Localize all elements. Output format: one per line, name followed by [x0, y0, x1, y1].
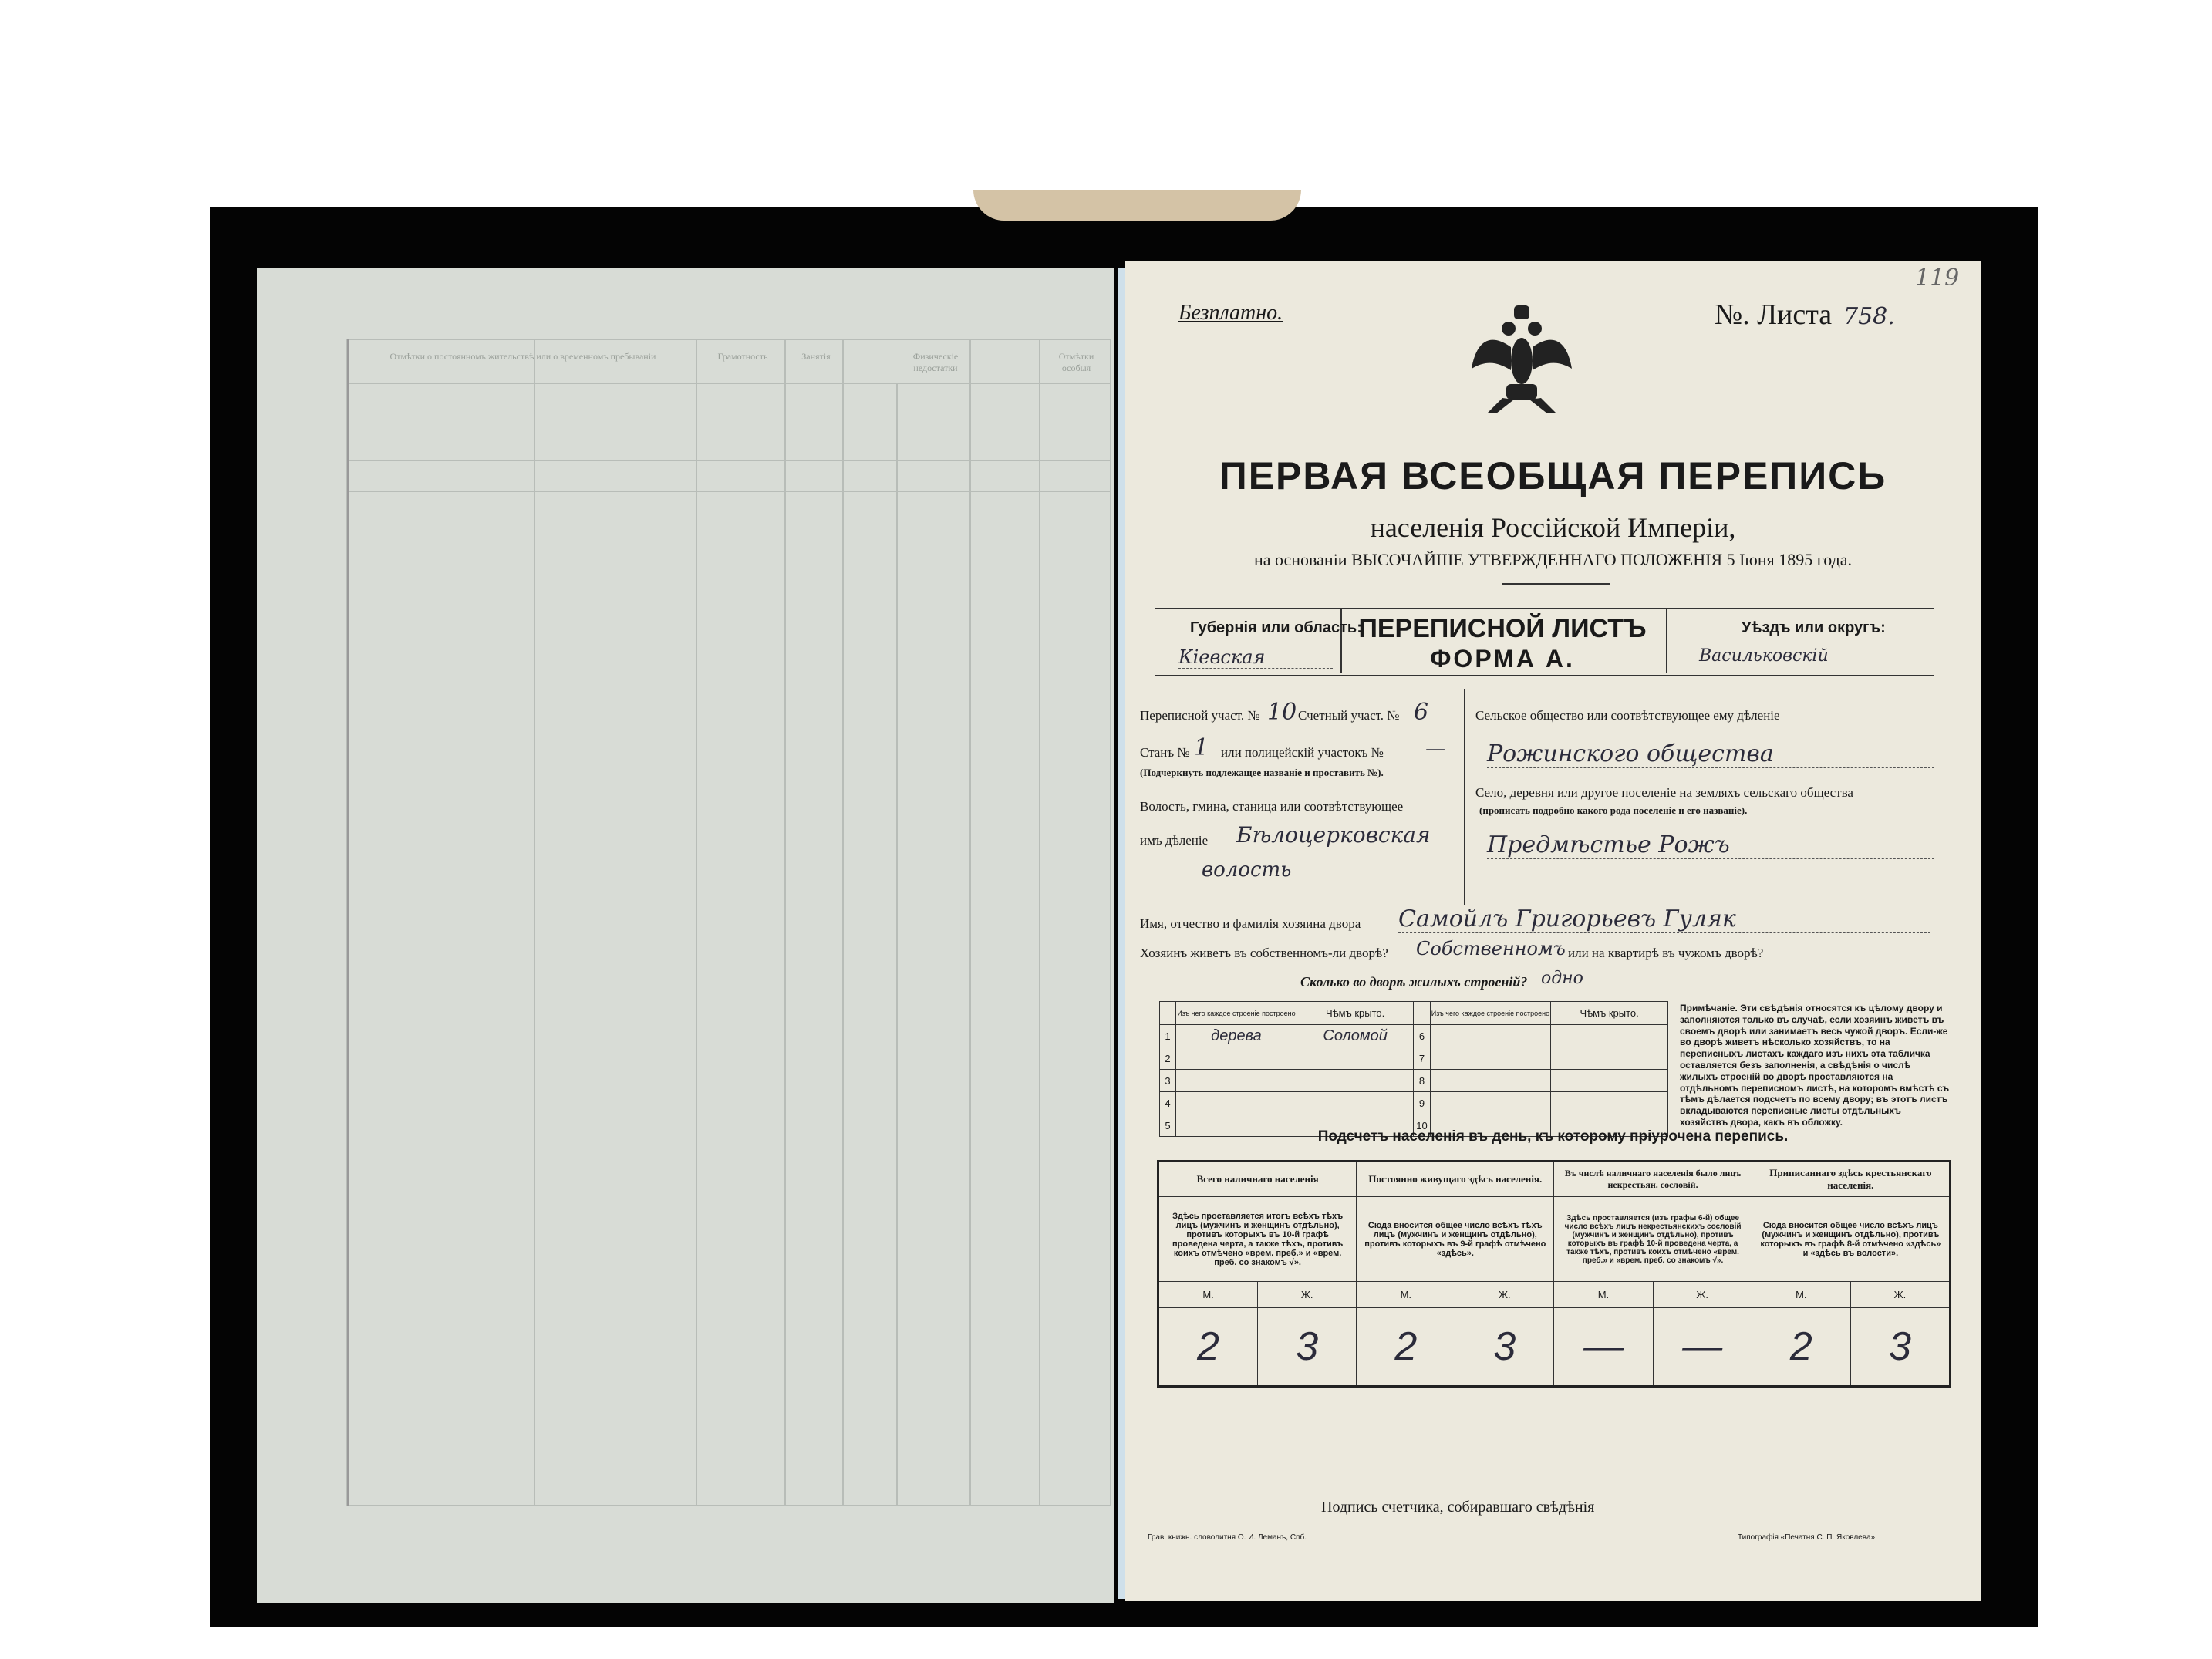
- tally-sex-header: Ж.: [1653, 1282, 1752, 1308]
- tally-sex-header: М.: [1357, 1282, 1455, 1308]
- buildings-label: Сколько во дворѣ жилыхъ строеній?: [1300, 974, 1528, 990]
- residence-label-2: или на квартирѣ въ чужомъ дворѣ?: [1568, 946, 1764, 960]
- police-label: или полицейскій участокъ №: [1221, 745, 1384, 760]
- district-value: Васильковскій: [1699, 646, 1930, 666]
- row-number: 1: [1160, 1025, 1176, 1047]
- building-roof: [1551, 1070, 1668, 1092]
- row-num-head-2: [1414, 1002, 1430, 1025]
- building-material: [1176, 1070, 1297, 1092]
- tally-sex-header: М.: [1752, 1282, 1850, 1308]
- volost-label: Волость, гмина, станица или соотвѣтствующее: [1140, 799, 1404, 814]
- printer-left: Грав. книжн. словолитня О. И. Леманъ, Спб.: [1148, 1533, 1307, 1542]
- tally-head-registered: Приписаннаго здѣсь крестьянскаго населенія.: [1752, 1162, 1950, 1197]
- province-label: Губернія или область:: [1190, 619, 1362, 636]
- tally-value: 2: [1158, 1308, 1258, 1387]
- left-header-col-2: Грамотность: [717, 351, 768, 362]
- stan-label: Станъ №: [1140, 745, 1190, 760]
- row-num-head: [1160, 1002, 1176, 1025]
- stan-value: 1: [1194, 734, 1209, 761]
- building-roof: [1297, 1070, 1414, 1092]
- census-title: ПЕРВАЯ ВСЕОБЩАЯ ПЕРЕПИСЬ: [1219, 454, 1887, 497]
- left-header-col-3: Занятія: [801, 351, 831, 362]
- tally-value: —: [1653, 1308, 1752, 1387]
- residence-value: Собственномъ: [1416, 938, 1566, 959]
- building-material: [1430, 1047, 1551, 1070]
- building-row: [1160, 1047, 1668, 1070]
- building-material: [1430, 1025, 1551, 1047]
- residence-label: Хозяинъ живетъ въ собственномъ-ли дворѣ?: [1140, 946, 1388, 960]
- row-number: 6: [1414, 1025, 1430, 1047]
- folder-tab: [973, 190, 1301, 221]
- ornament-divider: [1502, 583, 1610, 585]
- police-value: —: [1425, 737, 1445, 760]
- signature-label: Подпись счетчика, собиравшаго свѣдѣнія: [1321, 1499, 1595, 1516]
- tally-value: 3: [1455, 1308, 1554, 1387]
- building-material: [1430, 1070, 1551, 1092]
- village-label: Село, деревня или другое поселеніе на земляхъ сельскаго общества: [1475, 785, 1853, 800]
- row-number: 5: [1160, 1114, 1176, 1137]
- roof-header-1: Чѣмъ крыто.: [1297, 1002, 1414, 1025]
- tally-table: [1157, 1160, 1951, 1388]
- tally-value: 3: [1258, 1308, 1357, 1387]
- free-label: Безплатно.: [1178, 301, 1283, 325]
- owner-label: Имя, отчество и фамилія хозяина двора: [1140, 916, 1361, 931]
- row-number: 9: [1414, 1092, 1430, 1114]
- sheet-number-label: №. Листа: [1715, 298, 1833, 331]
- district-label: Уѣздъ или округъ:: [1742, 619, 1886, 636]
- double-headed-eagle-emblem: [1472, 299, 1572, 415]
- building-material: дерева: [1176, 1025, 1297, 1047]
- row-number: 4: [1160, 1092, 1176, 1114]
- left-page-margin-line: [347, 339, 1113, 1506]
- tally-sex-header: Ж.: [1258, 1282, 1357, 1308]
- sheet-title: ПЕРЕПИСНОЙ ЛИСТЪ: [1358, 614, 1647, 643]
- tally-head-total: Всего наличнаго населенія: [1158, 1162, 1357, 1197]
- building-row: [1160, 1070, 1668, 1092]
- census-section-label: Переписной участ. №: [1140, 708, 1260, 723]
- owner-value: Самойлъ Григорьевъ Гуляк: [1398, 905, 1930, 933]
- row-number: 8: [1414, 1070, 1430, 1092]
- printer-right: Типографія «Печатня С. П. Яковлева»: [1738, 1533, 1876, 1542]
- form-label: ФОРМА А.: [1430, 645, 1575, 673]
- row-number: 7: [1414, 1047, 1430, 1070]
- row-number: 2: [1160, 1047, 1176, 1070]
- buildings-table: [1159, 1001, 1668, 1137]
- building-material: [1176, 1092, 1297, 1114]
- sheet-number-value: 758.: [1843, 303, 1895, 330]
- volost-value-2: волость: [1202, 858, 1418, 882]
- tally-head-resident: Постоянно живущаго здѣсь населенія.: [1357, 1162, 1554, 1197]
- census-basis: на основаніи ВЫСОЧАЙШЕ УТВЕРЖДЕННАГО ПОЛОЖЕНІЯ 5 Іюня 1895 года.: [1253, 550, 1853, 569]
- material-header-1: Изъ чего каждое строеніе построено: [1176, 1002, 1297, 1025]
- community-value: Рожинского общества: [1487, 740, 1934, 768]
- building-roof: [1297, 1092, 1414, 1114]
- building-roof: [1551, 1047, 1668, 1070]
- volost-value: Бѣлоцерковская: [1236, 822, 1452, 848]
- building-roof: [1551, 1025, 1668, 1047]
- village-value: Предмѣстье Рожъ: [1487, 831, 1934, 859]
- province-value: Кіевская: [1178, 646, 1333, 669]
- tally-sex-header: Ж.: [1850, 1282, 1950, 1308]
- tally-sex-header: Ж.: [1455, 1282, 1554, 1308]
- building-row: [1160, 1092, 1668, 1114]
- material-header-2: Изъ чего каждое строеніе построено: [1430, 1002, 1551, 1025]
- folio-mark: 119: [1915, 265, 1960, 292]
- roof-header-2: Чѣмъ крыто.: [1551, 1002, 1668, 1025]
- building-roof: [1551, 1092, 1668, 1114]
- tally-note-resident: Сюда вносится общее число всѣхъ тѣхъ лицъ (мужчинъ и женщинъ отдѣльно), противъ которыхъ въ 9-й графѣ отмѣчено «здѣсь».: [1357, 1197, 1554, 1282]
- building-row: [1160, 1025, 1668, 1047]
- count-section-label: Счетный участ. №: [1298, 708, 1400, 723]
- volost-label-2: имъ дѣленіе: [1140, 833, 1209, 848]
- buildings-note: [1680, 1003, 1950, 1128]
- tally-sex-header: М.: [1158, 1282, 1258, 1308]
- buildings-value: одно: [1541, 969, 1583, 988]
- row-number: 3: [1160, 1070, 1176, 1092]
- left-header-col-1: Отмѣтки о постоянномъ жительствѣ или о временномъ пребываніи: [389, 351, 656, 362]
- building-material: [1176, 1047, 1297, 1070]
- left-header-col-5: Отмѣтки особыя: [1058, 351, 1094, 373]
- tally-sex-header: М.: [1554, 1282, 1653, 1308]
- village-note: (прописать подробно какого рода поселеніе и его названіе).: [1479, 804, 1748, 816]
- building-roof: Соломой: [1297, 1025, 1414, 1047]
- tally-head-noncrest: Въ числѣ наличнаго населенія было лицъ некрестьян. сословій.: [1554, 1162, 1752, 1197]
- tally-title: Подсчетъ населенія въ день, къ которому пріурочена перепись.: [1317, 1128, 1789, 1145]
- census-section-value: 10: [1267, 699, 1297, 726]
- right-page: [1125, 261, 1981, 1601]
- buildings-note-title: Примѣчаніе.: [1680, 1003, 1738, 1013]
- count-section-value: 6: [1414, 699, 1429, 726]
- tally-value: 3: [1850, 1308, 1950, 1387]
- tally-note-registered: Сюда вносится общее число всѣхъ лицъ (мужчинъ и женщинъ отдѣльно), противъ которыхъ въ графѣ 8-й отмѣчено «здѣсь» и «здѣсь въ волости».: [1752, 1197, 1950, 1282]
- building-material: [1430, 1092, 1551, 1114]
- buildings-note-text: Эти свѣдѣнія относятся къ цѣлому двору и заполняются только въ случаѣ, если хозяинъ живетъ въ своемъ дворѣ или занимаетъ весь чужой дворъ. Если-же во дворѣ живетъ нѣсколько хозяйствъ, то на переписныхъ листахъ каждаго изъ нихъ эта табличка оставляется безъ заполненія, а свѣдѣнія о числѣ жилыхъ строеній во дворѣ проставляются на отдѣльномъ переписномъ листѣ, на которомъ вмѣстѣ съ тѣмъ дѣлается подсчетъ по всему двору; въ этотъ листъ вкладываются переписные листы отдѣльныхъ хозяйствъ двора, какъ въ обложку.: [1680, 1003, 1950, 1128]
- tally-note-total: Здѣсь проставляется итогъ всѣхъ тѣхъ лицъ (мужчинъ и женщинъ отдѣльно), противъ которыхъ въ 10-й графѣ проведена черта, а также тѣхъ, противъ коихъ отмѣчено «врем. преб.» и «врем. преб. со знакомъ √».: [1158, 1197, 1357, 1282]
- community-label: Сельское общество или соотвѣтствующее ему дѣленіе: [1475, 708, 1780, 723]
- tally-value: 2: [1752, 1308, 1850, 1387]
- row-number: 10: [1414, 1114, 1430, 1137]
- tally-value: —: [1554, 1308, 1653, 1387]
- tally-value: 2: [1357, 1308, 1455, 1387]
- left-header-col-4: Физическіе недостатки: [912, 351, 959, 373]
- building-roof: [1297, 1047, 1414, 1070]
- underline-note: (Подчеркнуть подлежащее названіе и проставить №).: [1140, 767, 1384, 778]
- tally-note-noncrest: Здѣсь проставляется (изъ графы 6-й) общее число всѣхъ лицъ некрестьянскихъ сословій (мужчинъ и женщинъ отдѣльно), противъ которыхъ въ графѣ 10-й проведена черта, а также тѣхъ, противъ коихъ отмѣчено «врем. преб.» и «врем. преб. со знакомъ √».: [1554, 1197, 1752, 1282]
- census-subtitle: населенія Россійской Имперіи,: [1370, 512, 1736, 543]
- location-divider: [1464, 689, 1465, 905]
